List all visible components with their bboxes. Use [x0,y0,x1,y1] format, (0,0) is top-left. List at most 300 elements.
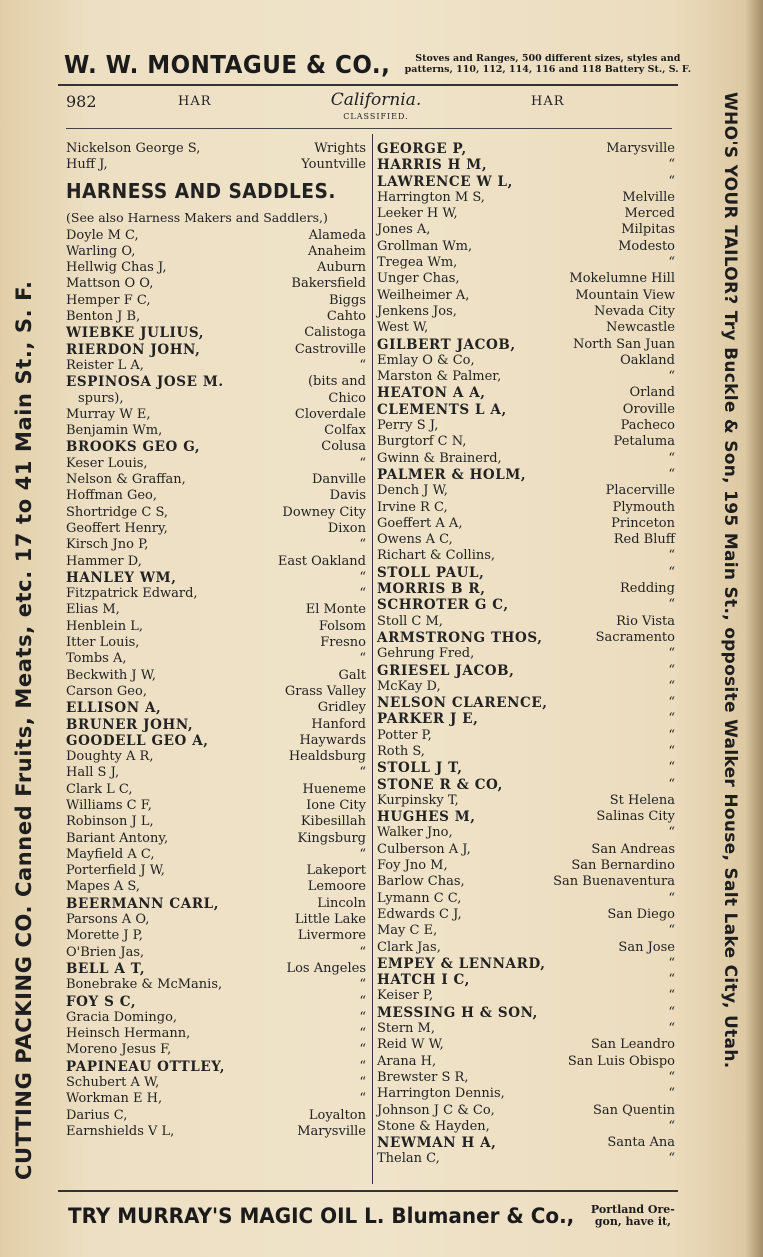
directory-entry [66,847,368,863]
directory-entry [377,402,677,418]
directory-entry [377,923,677,939]
entry-name: Porterfield J W, [66,863,165,879]
entry-name: Hoffman Geo, [66,488,158,504]
entry-place: Kibesillah [300,814,366,830]
directory-entry [377,663,677,679]
directory-entry [66,521,368,537]
entry-place: San Diego [607,906,675,922]
directory-entry [377,907,677,923]
entry-name: Leeker H W, [377,206,458,222]
directory-entry [66,293,368,309]
directory-entry [66,374,368,390]
entry-name: Potter P, [377,727,432,743]
entry-place: “ [668,646,675,662]
directory-entry [377,988,677,1004]
entry-name: Robinson J L, [66,814,154,830]
directory-entry [377,1086,677,1102]
entry-place: San Quentin [592,1102,675,1118]
entry-place: “ [668,776,675,792]
entry-place: “ [359,1075,366,1091]
entry-place: Lincoln [317,895,366,911]
directory-entry [66,684,368,700]
entry-place: Wrights [314,141,366,156]
directory-entry [377,190,677,206]
entry-place: “ [668,711,675,727]
entry-name: Reister L A, [66,357,144,373]
entry-name: Hemper F C, [66,292,151,308]
entry-name: O'Brien Jas, [66,944,145,960]
directory-entry [66,488,368,504]
page-number: 982 [66,92,97,111]
entry-place: Dixon [327,520,366,536]
directory-entry [377,874,677,890]
right-guide-word: HAR [531,94,565,109]
directory-entry [66,537,368,553]
entry-place: Calistoga [304,325,366,341]
directory-entry [66,961,368,977]
entry-place: Yountville [301,157,366,173]
entry-name: PARKER J E, [377,711,479,728]
entry-name: Doughty A R, [66,749,154,765]
entry-name: Heinsch Hermann, [66,1026,191,1042]
page-header [66,90,672,126]
directory-entry [66,586,368,602]
entry-name: Gehrung Fred, [377,646,475,662]
entry-name: Nickelson George S, [66,141,201,156]
directory-entry [66,733,368,749]
directory-entry [377,548,677,564]
entry-name: Foy Jno M, [377,858,448,874]
entry-place: “ [668,564,675,580]
left-margin-advertisement: CUTTING PACKING CO. Canned Fruits, Meats, etc. 17 to 41 Main St., S. F. [12,280,36,1180]
entry-name: NEWMAN H A, [377,1135,497,1152]
entry-name: Emlay O & Co, [377,352,475,368]
entry-name: RIERDON JOHN, [66,341,201,358]
directory-entry [66,1010,368,1026]
entry-place: Grass Valley [284,683,366,699]
entry-name: CLEMENTS L A, [377,401,507,418]
entry-place: “ [359,586,366,602]
entry-place: Colusa [321,439,366,455]
entry-name: Dench J W, [377,483,448,499]
directory-entry [66,244,368,260]
bottom-ad-line-2: gon, have it, [594,1215,671,1228]
directory-entry [377,206,677,222]
entry-name: ELLISON A, [66,700,162,717]
directory-entry [66,700,368,716]
entry-name: BEERMANN CARL, [66,895,220,912]
entry-place: “ [359,944,366,960]
directory-entry [377,597,677,613]
directory-entry [66,456,368,472]
left-column [66,141,368,1140]
entry-place: “ [668,1118,675,1134]
directory-entry [377,369,677,385]
entry-place: “ [359,357,366,373]
entry-place: “ [668,1069,675,1085]
entry-name: Benjamin Wm, [66,423,163,439]
entry-name: Schubert A W, [66,1075,160,1091]
entry-name: EMPEY & LENNARD, [377,955,546,972]
right-margin-advertisement: WHO'S YOUR TAILOR? Try Buckle & Son, 195 Main St., opposite Walker House, Salt Lake City, Utah. [720,92,740,1069]
entry-place: Oakland [620,352,675,368]
directory-entry [377,1151,677,1167]
entry-name: Tregea Wm, [377,255,458,271]
directory-entry [66,994,368,1010]
directory-entry [377,304,677,320]
entry-name: Brewster S R, [377,1069,469,1085]
entry-place: Rio Vista [616,613,675,629]
entry-place: Hanford [311,716,366,732]
entry-name: NELSON CLARENCE, [377,695,548,712]
entry-name: Lymann C C, [377,890,462,906]
entry-place: “ [668,678,675,694]
entry-place: Plymouth [612,499,675,515]
entry-name: Jones A, [377,222,431,238]
entry-place: Redding [620,581,675,597]
entry-name: Thelan C, [377,1151,440,1167]
entry-place: Downey City [282,504,366,520]
directory-entry [66,765,368,781]
entry-place: Newcastle [606,320,675,336]
directory-entry [66,472,368,488]
entry-place: “ [359,846,366,862]
entry-name: Mapes A S, [66,879,140,895]
entry-place: Merced [624,206,675,222]
entry-name: Mayfield A C, [66,846,155,862]
entry-name: Grollman Wm, [377,238,473,254]
directory-entry [377,239,677,255]
entry-place: “ [668,173,675,189]
directory-entry [377,891,677,907]
entry-name: MORRIS B R, [377,581,486,598]
directory-entry [377,418,677,434]
column-divider [372,134,373,1184]
entry-name: Nelson & Graffan, [66,472,186,488]
entry-place: “ [668,727,675,743]
directory-entry [66,141,368,157]
directory-entry [66,228,368,244]
entry-place: “ [668,890,675,906]
directory-entry [66,896,368,912]
entry-name: BRUNER JOHN, [66,716,194,733]
entry-place: “ [668,255,675,271]
entry-place: “ [668,1021,675,1037]
entry-place: Gridley [317,700,366,716]
entry-name: Murray W E, [66,406,151,422]
entry-place: “ [668,1086,675,1102]
entry-name: HEATON A A, [377,385,486,402]
directory-entry [66,505,368,521]
directory-entry [377,972,677,988]
entry-name: Parsons A O, [66,912,150,928]
left-guide-word: HAR [178,94,212,109]
entry-place: Auburn [316,260,366,276]
directory-entry [66,439,368,455]
directory-entry [66,1075,368,1091]
directory-entry [377,467,677,483]
entry-name: HARRIS H M, [377,157,488,174]
entry-name: Burgtorf C N, [377,434,467,450]
directory-entry [66,635,368,651]
entry-name: Moreno Jesus F, [66,1042,172,1058]
directory-entry [66,602,368,618]
directory-entry [377,728,677,744]
entry-place: Santa Ana [607,1135,675,1151]
directory-entry [66,1108,368,1124]
state-title: California. [330,90,422,110]
directory-entry [377,434,677,450]
entry-name: Carson Geo, [66,683,147,699]
entry-place: “ [668,760,675,776]
entry-place: Castroville [294,341,366,357]
entry-name: GILBERT JACOB, [377,336,516,353]
entry-place: San Jose [618,939,675,955]
entry-place: “ [359,993,366,1009]
entry-name: Johnson J C & Co, [377,1102,495,1118]
directory-entry [377,1103,677,1119]
entry-name: Fitzpatrick Edward, [66,586,198,602]
entry-name: Henblein L, [66,618,144,634]
directory-entry [66,554,368,570]
directory-entry [377,1054,677,1070]
directory-entry [377,858,677,874]
entry-place: Anaheim [307,243,366,259]
entry-name: Owens A C, [377,532,453,548]
entry-place: “ [359,1009,366,1025]
directory-entry [377,353,677,369]
directory-entry [377,500,677,516]
entry-name: Harrington Dennis, [377,1086,505,1102]
entry-name: Geoffert Henry, [66,520,168,536]
entry-name: STONE R & CO, [377,776,503,793]
entry-name: Weilheimer A, [377,287,470,303]
entry-name: Harrington M S, [377,189,485,205]
directory-entry [377,809,677,825]
entry-place: Healdsburg [288,749,366,765]
directory-entry [66,879,368,895]
entry-name: Warling O, [66,243,136,259]
entry-name: Huff J, [66,157,108,173]
entry-name: Benton J B, [66,309,141,325]
entry-name: Unger Chas, [377,271,460,287]
entry-name: Beckwith J W, [66,667,156,683]
entry-place: Folsom [318,618,366,634]
entry-name: Gracia Domingo, [66,1009,178,1025]
entry-name: LAWRENCE W L, [377,173,513,190]
entry-name: MESSING H & SON, [377,1004,538,1021]
entry-place: “ [359,569,366,585]
entry-name: Clark L C, [66,781,133,797]
entry-name: BELL A T, [66,960,146,977]
directory-entry [377,1021,677,1037]
entry-place: Placerville [605,483,675,499]
entry-place: San Buenaventura [553,874,675,890]
entry-place: “ [359,537,366,553]
entry-name: WIEBKE JULIUS, [66,325,205,342]
directory-entry [377,614,677,630]
entry-place: “ [668,955,675,971]
entry-name: Clark Jas, [377,939,441,955]
directory-entry [377,842,677,858]
entry-place: “ [668,923,675,939]
directory-entry [66,668,368,684]
directory-entry [66,325,368,341]
entry-place: Livermore [297,928,366,944]
directory-entry [66,928,368,944]
directory-entry [66,717,368,733]
directory-entry [66,651,368,667]
entry-name: Bonebrake & McManis, [66,977,223,993]
entry-name: Tombs A, [66,651,127,667]
entry-place: Milpitas [621,222,675,238]
entry-place: Mountain View [575,287,675,303]
entry-name: Earnshields V L, [66,1123,175,1139]
entry-name: Keser Louis, [66,455,148,471]
entry-place: “ [359,1042,366,1058]
directory-entry [66,391,368,407]
directory-entry [377,451,677,467]
top-ad-firm: W. W. MONTAGUE & CO., [64,49,391,79]
entry-place: “ [668,825,675,841]
entry-place: Davis [329,488,366,504]
entry-name: Perry S J, [377,418,439,434]
directory-entry [377,222,677,238]
entry-place: “ [359,1026,366,1042]
entry-name: STOLL PAUL, [377,564,485,581]
entry-place: “ [668,157,675,173]
entry-place: “ [668,548,675,564]
entry-place: El Monte [305,602,366,618]
directory-entry [377,825,677,841]
directory-entry [377,695,677,711]
entry-place: Kingsburg [297,830,366,846]
entry-place: Pacheco [620,418,675,434]
entry-place: East Oakland [277,553,366,569]
entry-place: Marysville [606,141,675,156]
entry-place: Galt [338,667,366,683]
directory-entry [66,831,368,847]
entry-name: Kurpinsky T, [377,792,459,808]
entry-place: “ [668,743,675,759]
entry-place: Princeton [611,515,675,531]
directory-entry [377,157,677,173]
directory-entry [66,1042,368,1058]
entry-name: Shortridge C S, [66,504,169,520]
directory-entry [377,255,677,271]
directory-entry [377,1070,677,1086]
entry-place: “ [359,1058,366,1074]
directory-entry [377,1119,677,1135]
entry-name: STOLL J T, [377,760,463,777]
entry-place: Chico [328,390,366,406]
entry-place: “ [359,651,366,667]
entry-name: HANLEY WM, [66,569,177,586]
entry-place: Lemoore [307,879,366,895]
entry-name: Kirsch Jno P, [66,537,149,553]
entry-name: FOY S C, [66,993,137,1010]
entry-name: Hall S J, [66,765,120,781]
directory-entry [377,630,677,646]
header-rule [66,128,672,129]
directory-entry [66,423,368,439]
directory-entry [66,1124,368,1140]
entry-place: (bits and [307,374,366,390]
entry-name: PALMER & HOLM, [377,466,527,483]
directory-entry [377,174,677,190]
section-heading-note: (See also Harness Makers and Saddlers,) [66,209,328,225]
entry-place: Marysville [297,1123,366,1139]
directory-entry [66,814,368,830]
directory-entry [66,276,368,292]
directory-entry [66,1059,368,1075]
entry-place: Red Bluff [613,532,675,548]
directory-entry [377,271,677,287]
entry-place: “ [359,455,366,471]
entry-name: Williams C F, [66,797,152,813]
directory-entry [66,782,368,798]
bottom-ad-line-1: Portland Ore- [590,1203,675,1216]
directory-entry [377,711,677,727]
entry-name: Walker Jno, [377,825,453,841]
directory-entry [66,977,368,993]
directory-entry [66,863,368,879]
entry-name: Roth S, [377,743,425,759]
entry-name: Hellwig Chas J, [66,260,167,276]
directory-entry [377,565,677,581]
entry-name: Mattson O O, [66,276,154,292]
entry-name: McKay D, [377,678,441,694]
top-ad-line-1: Stoves and Ranges, 500 different sizes, styles and [415,53,681,64]
entry-name: Barlow Chas, [377,874,465,890]
directory-entry [66,619,368,635]
directory-entry [377,1135,677,1151]
entry-place: “ [668,662,675,678]
bottom-advertisement [68,1198,688,1234]
entry-name: PAPINEAU OTTLEY, [66,1058,226,1075]
directory-entry [377,483,677,499]
directory-entry [377,385,677,401]
bottom-ad-details [591,1204,675,1228]
entry-place: Biggs [328,292,366,308]
directory-entry [377,1005,677,1021]
entry-place: San Andreas [591,841,675,857]
entry-name: Gwinn & Brainerd, [377,450,502,466]
entry-place: North San Juan [572,336,675,352]
entry-place: “ [668,369,675,385]
directory-entry [66,945,368,961]
entry-name: Stern M, [377,1021,435,1037]
entry-name: SCHROTER G C, [377,597,509,614]
directory-entry [66,407,368,423]
entry-place: St Helena [609,792,675,808]
entry-place: “ [668,597,675,613]
entry-place: Loyalton [308,1107,366,1123]
directory-entry [377,679,677,695]
entry-place: Bakersfield [291,276,366,292]
entry-name: Morette J P, [66,928,143,944]
entry-place: “ [668,988,675,1004]
directory-entry [66,798,368,814]
entry-place: Nevada City [593,303,675,319]
entry-place: Colfax [324,423,366,439]
entry-place: San Bernardino [571,858,675,874]
entry-name: West W, [377,320,429,336]
entry-place: Petaluma [613,434,675,450]
entry-place: Haywards [299,732,366,748]
directory-entry [377,337,677,353]
section-heading: HARNESS AND SADDLES. [66,178,336,203]
